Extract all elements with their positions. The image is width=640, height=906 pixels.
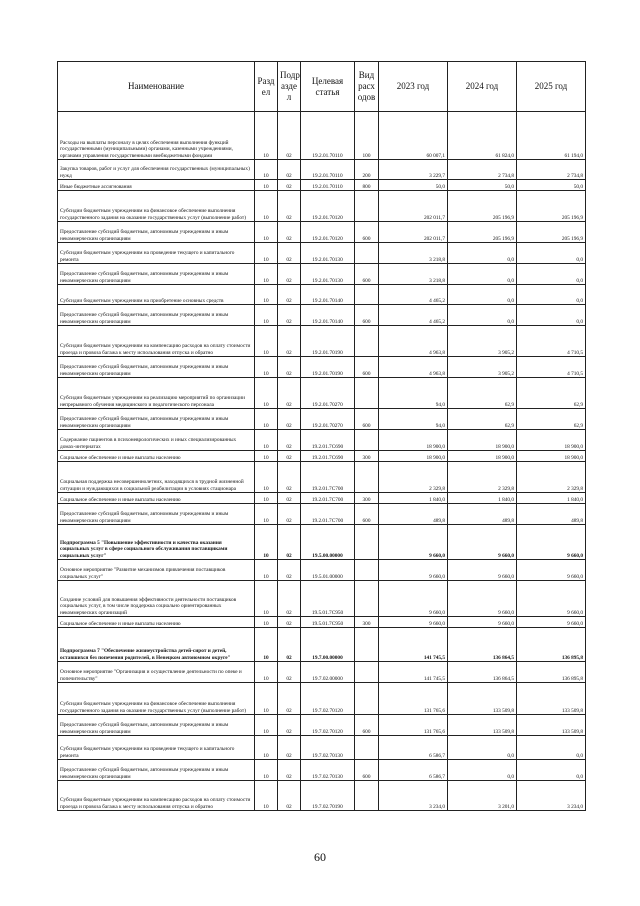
row-target: 19.7.02.00000	[301, 662, 355, 683]
row-2023: 4 465,2	[379, 285, 448, 305]
row-2024: 489,8	[448, 504, 517, 525]
row-2024: 1 840,0	[448, 493, 517, 504]
row-razdel: 10	[255, 560, 278, 581]
row-name: Предоставление субсидий бюджетным, автономным учреждениям и иным некоммерческим организациям	[58, 504, 255, 525]
row-2023: 4 963,8	[379, 326, 448, 357]
row-2024: 18 900,0	[448, 430, 517, 451]
table-row	[58, 451, 586, 462]
row-razdel: 10	[255, 581, 278, 617]
row-2025: 3 234,0	[517, 781, 586, 811]
row-target: 19.7.02.70130	[301, 760, 355, 781]
row-2023: 9 660,0	[379, 560, 448, 581]
row-target: 19.2.01.7C700	[301, 493, 355, 504]
row-razdel: 10	[255, 191, 278, 222]
row-name: Подпрограмма 7 "Обеспечение жизнеустройства детей-сирот и детей, оставшихся без попечения родителей, в Ненецком автономном округе"	[58, 628, 255, 662]
row-razdel: 10	[255, 112, 278, 160]
row-razdel: 10	[255, 285, 278, 305]
row-2023: 18 900,0	[379, 451, 448, 462]
row-2023: 9 660,0	[379, 581, 448, 617]
row-name: Содержание пациентов в психоневрологических и иных специализированных домах-интернатах	[58, 430, 255, 451]
row-2025: 205 196,9	[517, 222, 586, 243]
row-target: 19.2.01.7C690	[301, 430, 355, 451]
row-target: 19.2.01.70270	[301, 378, 355, 409]
row-name: Социальное обеспечение и иные выплаты населению	[58, 451, 255, 462]
row-razdel: 10	[255, 760, 278, 781]
row-2024: 3 905,2	[448, 326, 517, 357]
row-name: Основное мероприятие "Развитие механизмов привлечения поставщиков социальных услуг"	[58, 560, 255, 581]
row-2023: 141 745,5	[379, 662, 448, 683]
row-2025: 0,0	[517, 264, 586, 285]
row-expense-type	[355, 560, 379, 581]
row-razdel: 10	[255, 628, 278, 662]
row-target: 19.2.01.70190	[301, 326, 355, 357]
row-razdel: 10	[255, 430, 278, 451]
row-2025: 50,0	[517, 180, 586, 191]
table-row	[58, 357, 586, 378]
row-expense-type: 600	[355, 305, 379, 326]
row-2024: 62,9	[448, 409, 517, 430]
row-razdel: 10	[255, 409, 278, 430]
row-podrazdel: 02	[278, 493, 301, 504]
row-razdel: 10	[255, 525, 278, 560]
row-2025: 18 900,0	[517, 451, 586, 462]
row-expense-type	[355, 378, 379, 409]
header-2023: 2023 год	[379, 62, 448, 112]
row-name: Субсидии бюджетным учреждениям на проведение текущего и капитального ремонта	[58, 736, 255, 760]
row-2025: 2 329,8	[517, 462, 586, 493]
row-podrazdel: 02	[278, 378, 301, 409]
table-row	[58, 222, 586, 243]
table-row	[58, 264, 586, 285]
row-podrazdel: 02	[278, 285, 301, 305]
row-2023: 2 329,8	[379, 462, 448, 493]
row-2023: 9 660,0	[379, 525, 448, 560]
table-row	[58, 581, 586, 617]
table-row	[58, 525, 586, 560]
row-target: 19.7.02.70120	[301, 715, 355, 736]
row-target: 19.7.02.70190	[301, 781, 355, 811]
row-razdel: 10	[255, 378, 278, 409]
row-2024: 2 329,8	[448, 462, 517, 493]
row-razdel: 10	[255, 160, 278, 180]
row-expense-type: 600	[355, 715, 379, 736]
row-target: 19.2.01.7C700	[301, 462, 355, 493]
row-2023: 94,0	[379, 378, 448, 409]
table-row	[58, 662, 586, 683]
row-razdel: 10	[255, 781, 278, 811]
row-target: 19.2.01.70140	[301, 285, 355, 305]
row-podrazdel: 02	[278, 715, 301, 736]
row-2023: 489,8	[379, 504, 448, 525]
row-2024: 3 905,2	[448, 357, 517, 378]
table-row	[58, 617, 586, 628]
row-2024: 205 196,9	[448, 222, 517, 243]
row-name: Предоставление субсидий бюджетным, автономным учреждениям и иным некоммерческим организациям	[58, 715, 255, 736]
row-razdel: 10	[255, 462, 278, 493]
row-2024: 136 864,5	[448, 628, 517, 662]
table-row	[58, 560, 586, 581]
table-row	[58, 504, 586, 525]
row-expense-type: 800	[355, 180, 379, 191]
row-expense-type: 200	[355, 160, 379, 180]
row-podrazdel: 02	[278, 628, 301, 662]
row-2024: 61 824,0	[448, 112, 517, 160]
row-name: Субсидии бюджетным учреждениям на финансовое обеспечение выполнения государственного задания на оказание государственных услуг (выполнение работ)	[58, 191, 255, 222]
row-podrazdel: 02	[278, 451, 301, 462]
row-2024: 205 196,9	[448, 191, 517, 222]
row-podrazdel: 02	[278, 305, 301, 326]
row-2023: 3 229,7	[379, 160, 448, 180]
row-podrazdel: 02	[278, 462, 301, 493]
table-row	[58, 326, 586, 357]
row-podrazdel: 02	[278, 326, 301, 357]
header-expense-type: Вид расх одов	[355, 62, 379, 112]
row-2023: 141 745,5	[379, 628, 448, 662]
row-2025: 489,8	[517, 504, 586, 525]
row-expense-type: 100	[355, 112, 379, 160]
row-podrazdel: 02	[278, 180, 301, 191]
row-2024: 9 660,0	[448, 617, 517, 628]
row-name: Субсидии бюджетным учреждениям на приобретение основных средств	[58, 285, 255, 305]
row-name: Субсидии бюджетным учреждениям на проведение текущего и капитального ремонта	[58, 243, 255, 264]
row-target: 19.2.01.70120	[301, 191, 355, 222]
table-row	[58, 760, 586, 781]
row-razdel: 10	[255, 357, 278, 378]
row-razdel: 10	[255, 305, 278, 326]
row-2024: 0,0	[448, 264, 517, 285]
row-2024: 3 201,0	[448, 781, 517, 811]
row-2023: 6 586,7	[379, 736, 448, 760]
row-razdel: 10	[255, 451, 278, 462]
row-expense-type	[355, 525, 379, 560]
row-name: Основное мероприятие "Организация и осуществление деятельности по опеке и попечительству"	[58, 662, 255, 683]
row-razdel: 10	[255, 222, 278, 243]
row-target: 19.7.00.00000	[301, 628, 355, 662]
row-podrazdel: 02	[278, 264, 301, 285]
row-razdel: 10	[255, 504, 278, 525]
row-razdel: 10	[255, 617, 278, 628]
row-2025: 9 660,0	[517, 617, 586, 628]
table-row	[58, 243, 586, 264]
row-2024: 0,0	[448, 736, 517, 760]
row-target: 19.2.01.70140	[301, 305, 355, 326]
row-2025: 0,0	[517, 243, 586, 264]
row-expense-type	[355, 736, 379, 760]
row-podrazdel: 02	[278, 160, 301, 180]
row-podrazdel: 02	[278, 560, 301, 581]
row-podrazdel: 02	[278, 112, 301, 160]
row-razdel: 10	[255, 326, 278, 357]
row-podrazdel: 02	[278, 525, 301, 560]
row-2025: 18 900,0	[517, 430, 586, 451]
row-expense-type: 600	[355, 357, 379, 378]
table-row	[58, 781, 586, 811]
row-expense-type: 300	[355, 451, 379, 462]
row-razdel: 10	[255, 683, 278, 715]
row-2024: 136 864,5	[448, 662, 517, 683]
row-2023: 18 900,0	[379, 430, 448, 451]
row-expense-type	[355, 326, 379, 357]
table-row	[58, 112, 586, 160]
row-podrazdel: 02	[278, 662, 301, 683]
row-2025: 62,9	[517, 378, 586, 409]
table-row	[58, 191, 586, 222]
row-expense-type: 600	[355, 264, 379, 285]
row-2023: 9 660,0	[379, 617, 448, 628]
row-podrazdel: 02	[278, 736, 301, 760]
row-2025: 136 895,8	[517, 628, 586, 662]
row-2025: 205 196,9	[517, 191, 586, 222]
row-2025: 133 509,8	[517, 715, 586, 736]
row-2023: 131 765,6	[379, 683, 448, 715]
row-target: 19.2.01.70130	[301, 243, 355, 264]
row-podrazdel: 02	[278, 430, 301, 451]
header-target: Целевая статья	[301, 62, 355, 112]
row-podrazdel: 02	[278, 781, 301, 811]
row-expense-type: 300	[355, 617, 379, 628]
row-2025: 0,0	[517, 285, 586, 305]
row-target: 19.7.02.70120	[301, 683, 355, 715]
row-name: Закупка товаров, работ и услуг для обеспечения государственных (муниципальных) нужд	[58, 160, 255, 180]
row-target: 19.5.01.7C950	[301, 617, 355, 628]
row-2024: 9 660,0	[448, 581, 517, 617]
row-razdel: 10	[255, 736, 278, 760]
row-2025: 9 660,0	[517, 581, 586, 617]
table-row	[58, 378, 586, 409]
page-number: 60	[314, 850, 326, 864]
row-2023: 3 218,8	[379, 243, 448, 264]
row-podrazdel: 02	[278, 683, 301, 715]
table-row	[58, 462, 586, 493]
table-row	[58, 683, 586, 715]
row-name: Предоставление субсидий бюджетным, автономным учреждениям и иным некоммерческим организациям	[58, 222, 255, 243]
row-target: 19.2.01.70120	[301, 222, 355, 243]
row-name: Предоставление субсидий бюджетным, автономным учреждениям и иным некоммерческим организациям	[58, 264, 255, 285]
row-expense-type	[355, 191, 379, 222]
row-target: 19.5.00.00000	[301, 525, 355, 560]
header-razdel: Разд ел	[255, 62, 278, 112]
row-expense-type	[355, 243, 379, 264]
row-2024: 50,0	[448, 180, 517, 191]
row-podrazdel: 02	[278, 760, 301, 781]
row-podrazdel: 02	[278, 357, 301, 378]
row-expense-type: 600	[355, 222, 379, 243]
row-2024: 9 660,0	[448, 525, 517, 560]
header-2025: 2025 год	[517, 62, 586, 112]
row-2025: 0,0	[517, 760, 586, 781]
header-name: Наименование	[58, 62, 255, 112]
row-razdel: 10	[255, 662, 278, 683]
row-2023: 202 011,7	[379, 222, 448, 243]
row-2025: 1 840,0	[517, 493, 586, 504]
row-2025: 4 710,5	[517, 326, 586, 357]
row-2023: 202 011,7	[379, 191, 448, 222]
table-row	[58, 493, 586, 504]
header-2024: 2024 год	[448, 62, 517, 112]
row-expense-type: 600	[355, 409, 379, 430]
row-2023: 60 007,1	[379, 112, 448, 160]
row-2023: 3 218,8	[379, 264, 448, 285]
table-row	[58, 715, 586, 736]
row-2023: 4 465,2	[379, 305, 448, 326]
row-2024: 2 734,8	[448, 160, 517, 180]
table-row	[58, 409, 586, 430]
row-expense-type	[355, 462, 379, 493]
row-2025: 133 509,8	[517, 683, 586, 715]
row-podrazdel: 02	[278, 504, 301, 525]
table-row	[58, 160, 586, 180]
row-razdel: 10	[255, 715, 278, 736]
row-2025: 9 660,0	[517, 560, 586, 581]
row-name: Социальная поддержка несовершеннолетних, находящихся в трудной жизненной ситуации и нуждающихся в социальной реабилитации в условиях стационара	[58, 462, 255, 493]
row-2023: 4 963,8	[379, 357, 448, 378]
row-name: Субсидии бюджетным учреждениям на финансовое обеспечение выполнения государственного задания на оказание государственных услуг (выполнение работ)	[58, 683, 255, 715]
row-target: 19.2.01.7C690	[301, 451, 355, 462]
row-name: Подпрограмма 5 "Повышение эффективности и качества оказания социальных услуг в сфере социального обслуживания поставщиками социальных услуг"	[58, 525, 255, 560]
row-2023: 3 234,0	[379, 781, 448, 811]
row-2025: 61 194,0	[517, 112, 586, 160]
row-2024: 9 660,0	[448, 560, 517, 581]
row-name: Субсидии бюджетным учреждениям на реализацию мероприятий по организации непрерывного обучения медицинского и педагогического персонала	[58, 378, 255, 409]
row-podrazdel: 02	[278, 222, 301, 243]
row-expense-type	[355, 628, 379, 662]
row-podrazdel: 02	[278, 191, 301, 222]
row-2025: 62,9	[517, 409, 586, 430]
row-expense-type	[355, 662, 379, 683]
row-2024: 133 509,8	[448, 715, 517, 736]
row-expense-type: 300	[355, 493, 379, 504]
row-2025: 2 734,8	[517, 160, 586, 180]
row-target: 19.2.01.70110	[301, 180, 355, 191]
row-expense-type	[355, 285, 379, 305]
row-2025: 4 710,5	[517, 357, 586, 378]
row-expense-type	[355, 581, 379, 617]
row-2025: 0,0	[517, 736, 586, 760]
row-name: Предоставление субсидий бюджетным, автономным учреждениям и иным некоммерческим организациям	[58, 357, 255, 378]
row-name: Иные бюджетные ассигнования	[58, 180, 255, 191]
row-name: Предоставление субсидий бюджетным, автономным учреждениям и иным некоммерческим организациям	[58, 760, 255, 781]
row-name: Предоставление субсидий бюджетным, автономным учреждениям и иным некоммерческим организациям	[58, 305, 255, 326]
row-2024: 0,0	[448, 243, 517, 264]
row-2025: 136 895,8	[517, 662, 586, 683]
row-expense-type: 600	[355, 504, 379, 525]
row-2024: 133 509,8	[448, 683, 517, 715]
row-2024: 18 900,0	[448, 451, 517, 462]
row-2023: 50,0	[379, 180, 448, 191]
table-row	[58, 736, 586, 760]
table-row	[58, 180, 586, 191]
row-2023: 131 765,6	[379, 715, 448, 736]
row-target: 19.2.01.70190	[301, 357, 355, 378]
row-razdel: 10	[255, 264, 278, 285]
row-target: 19.2.01.70130	[301, 264, 355, 285]
row-2024: 0,0	[448, 285, 517, 305]
row-podrazdel: 02	[278, 617, 301, 628]
row-razdel: 10	[255, 493, 278, 504]
row-2024: 62,9	[448, 378, 517, 409]
row-podrazdel: 02	[278, 581, 301, 617]
row-target: 19.2.01.7C700	[301, 504, 355, 525]
row-target: 19.7.02.70130	[301, 736, 355, 760]
table-row	[58, 285, 586, 305]
table-header-row	[58, 62, 586, 112]
row-name: Социальное обеспечение и иные выплаты населению	[58, 617, 255, 628]
table-row	[58, 305, 586, 326]
table-row	[58, 628, 586, 662]
row-name: Создание условий для повышения эффективности деятельности поставщиков социальных услуг, в том числе поддержка социально ориентированных некоммерческих организаций	[58, 581, 255, 617]
row-razdel: 10	[255, 180, 278, 191]
row-target: 19.5.01.7C950	[301, 581, 355, 617]
row-2025: 0,0	[517, 305, 586, 326]
row-2023: 94,0	[379, 409, 448, 430]
row-target: 19.5.01.00000	[301, 560, 355, 581]
row-2023: 1 840,0	[379, 493, 448, 504]
row-name: Социальное обеспечение и иные выплаты населению	[58, 493, 255, 504]
row-expense-type	[355, 430, 379, 451]
row-expense-type: 600	[355, 760, 379, 781]
row-target: 19.2.01.70270	[301, 409, 355, 430]
row-expense-type	[355, 781, 379, 811]
header-podrazdel: Подр азде л	[278, 62, 301, 112]
row-expense-type	[355, 683, 379, 715]
budget-table	[57, 61, 586, 811]
row-podrazdel: 02	[278, 409, 301, 430]
row-2023: 6 586,7	[379, 760, 448, 781]
row-name: Расходы на выплаты персоналу в целях обеспечения выполнения функций государственными (муниципальными) органами, казенными учреждениями, органами управления государственными внебюджетными фондами	[58, 112, 255, 160]
row-2024: 0,0	[448, 760, 517, 781]
row-name: Предоставление субсидий бюджетным, автономным учреждениям и иным некоммерческим организациям	[58, 409, 255, 430]
row-razdel: 10	[255, 243, 278, 264]
row-target: 19.2.01.70110	[301, 160, 355, 180]
row-2024: 0,0	[448, 305, 517, 326]
row-target: 19.2.01.70110	[301, 112, 355, 160]
row-name: Субсидии бюджетным учреждениям на компенсацию расходов на оплату стоимости проезда и провоза багажа к месту использования отпуска и обратно	[58, 781, 255, 811]
row-2025: 9 660,0	[517, 525, 586, 560]
row-name: Субсидии бюджетным учреждениям на компенсацию расходов на оплату стоимости проезда и провоза багажа к месту использования отпуска и обратно	[58, 326, 255, 357]
row-podrazdel: 02	[278, 243, 301, 264]
table-row	[58, 430, 586, 451]
